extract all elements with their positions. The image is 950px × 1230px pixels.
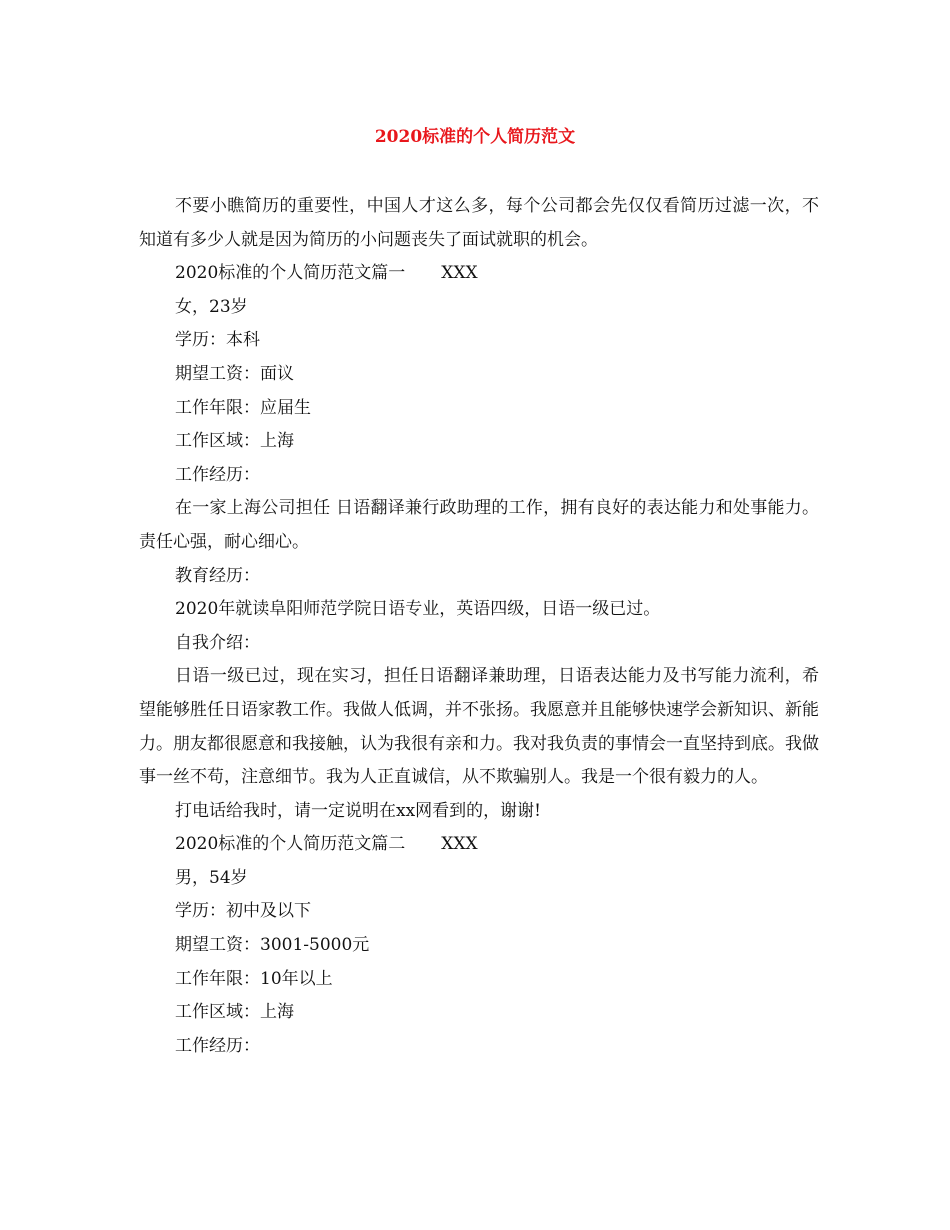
intro-paragraph: 不要小瞧简历的重要性，中国人才这么多，每个公司都会先仅仅看简历过滤一次，不知道有多少人就是因为简历的小问题丧失了面试就职的机会。 — [139, 196, 819, 250]
resume2-work-label: 工作经历： — [175, 1035, 260, 1056]
resume1-edu-label: 教育经历： — [175, 565, 260, 586]
resume1-contact: 打电话给我时，请一定说明在xx网看到的，谢谢! — [175, 800, 542, 821]
resume1-salary: 期望工资：面议 — [175, 363, 294, 384]
resume2-education: 学历：初中及以下 — [175, 901, 311, 922]
resume1-self-label: 自我介绍： — [175, 632, 260, 653]
resume1-name: XXX — [441, 263, 478, 284]
resume1-gender-age: 女，23岁 — [175, 296, 248, 317]
resume1-work-label: 工作经历： — [175, 464, 260, 485]
resume1-edu: 2020年就读阜阳师范学院日语专业，英语四级，日语一级已过。 — [175, 599, 661, 620]
resume1-education: 学历：本科 — [175, 330, 260, 351]
resume2-salary: 期望工资：3001-5000元 — [175, 935, 370, 956]
resume1-work: 在一家上海公司担任 日语翻译兼行政助理的工作，拥有良好的表达能力和处事能力。责任心强，耐心细心。 — [139, 498, 819, 552]
resume1-self: 日语一级已过，现在实习，担任日语翻译兼助理，日语表达能力及书写能力流利，希望能够胜任日语家教工作。我做人低调，并不张扬。我愿意并且能够快速学会新知识、新能力。朋友都很愿意和我接触，认为我很有亲和力。我对我负责的事情会一直坚持到底。我做事一丝不苟，注意细节。我为人正直诚信，从不欺骗别人。我是一个很有毅力的人。 — [139, 666, 819, 788]
resume1-heading: 2020标准的个人简历范文篇一 — [175, 263, 406, 284]
resume2-gender-age: 男，54岁 — [175, 867, 248, 888]
resume1-area: 工作区域：上海 — [175, 431, 294, 452]
resume2-years: 工作年限：10年以上 — [175, 968, 333, 989]
document-body — [139, 190, 819, 1063]
resume2-heading: 2020标准的个人简历范文篇二 — [175, 834, 406, 855]
resume2-name: XXX — [441, 834, 478, 855]
document-title: 2020标准的个人简历范文 — [374, 127, 576, 147]
resume2-area: 工作区域：上海 — [175, 1002, 294, 1023]
resume2-heading-line — [139, 828, 819, 862]
resume1-heading-line — [139, 257, 819, 291]
resume1-years: 工作年限：应届生 — [175, 397, 311, 418]
